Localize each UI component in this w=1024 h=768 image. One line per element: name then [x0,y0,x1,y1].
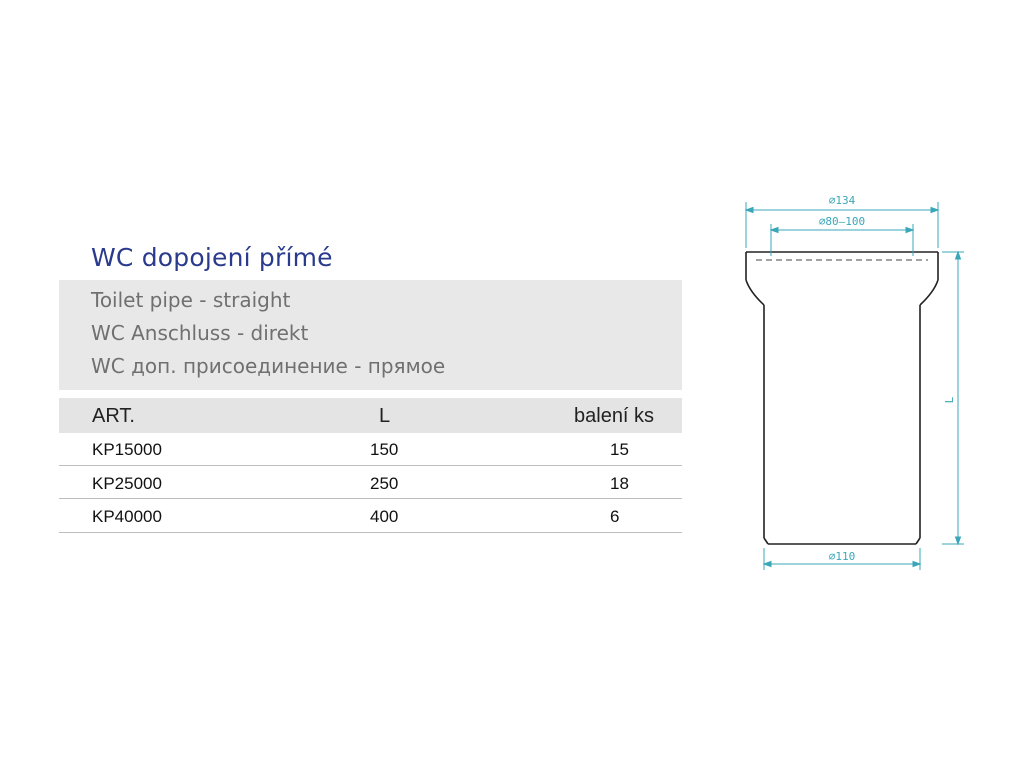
dim-outer-diameter: ⌀134 [828,194,856,207]
cell-art: KP40000 [92,507,162,526]
pipe-technical-drawing [720,180,980,580]
cell-art: KP15000 [92,440,162,459]
header-pack: balení ks [574,405,655,427]
header-art: ART. [92,405,135,427]
pipe-outline [746,252,938,544]
cell-pack: 18 [610,474,629,493]
dim-outlet-diameter: ⌀110 [828,550,856,563]
subtitle-german: WC Anschluss - direkt [91,321,309,345]
row-divider [59,532,682,533]
cell-pack: 15 [610,440,629,459]
subtitle-english: Toilet pipe - straight [91,288,291,312]
subtitle-russian: WC доп. присоединение - прямое [91,354,446,378]
row-divider [59,465,682,466]
dim-socket-diameter: ⌀80–100 [818,215,866,228]
product-title: WC dopojení přímé [91,243,333,272]
dimension-lines [746,202,964,570]
cell-length: 150 [370,440,399,459]
cell-pack: 6 [610,507,620,526]
cell-length: 250 [370,474,399,493]
cell-length: 400 [370,507,399,526]
dim-length: L [943,396,956,404]
header-length: L [379,405,391,427]
cell-art: KP25000 [92,474,162,493]
row-divider [59,498,682,499]
